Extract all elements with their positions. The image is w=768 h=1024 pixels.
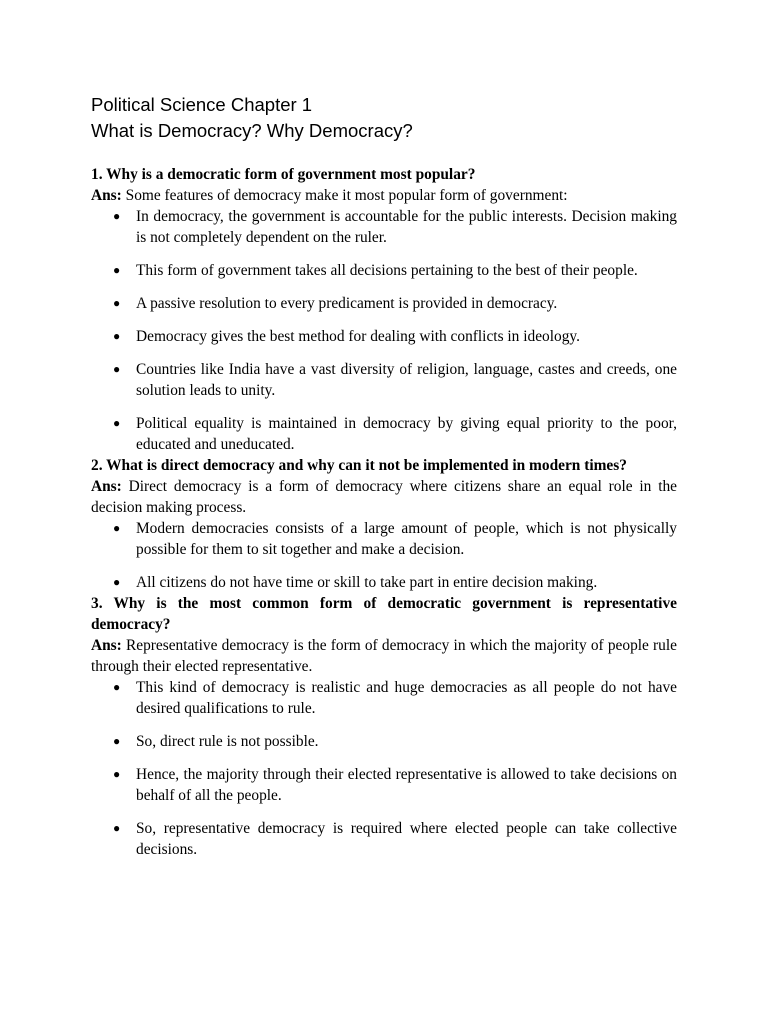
list-item-text: Countries like India have a vast diversity of religion, language, castes and creeds, one solution leads to unity.: [136, 361, 677, 399]
bullet-icon: ●: [113, 416, 121, 430]
list-item: [91, 413, 677, 455]
list-item-text: This form of government takes all decisions pertaining to the best of their people.: [136, 262, 638, 279]
list-item: [91, 731, 677, 752]
question-1: 1. Why is a democratic form of government most popular?: [91, 166, 476, 183]
list-item-text: A passive resolution to every predicament is provided in democracy.: [136, 295, 558, 312]
list-item-text: Modern democracies consists of a large amount of people, which is not physically possible for them to sit together and make a decision.: [136, 520, 677, 558]
list-item: [91, 677, 677, 719]
answer-text: Representative democracy is the form of democracy in which the majority of people rule through their elected representative.: [91, 637, 677, 675]
list-item-text: So, direct rule is not possible.: [136, 733, 319, 750]
bullet-icon: ●: [113, 521, 121, 535]
bullet-list-2: [91, 518, 677, 593]
list-item: [91, 326, 677, 347]
answer-label: Ans:: [91, 478, 122, 495]
bullet-icon: ●: [113, 329, 121, 343]
answer-text: Direct democracy is a form of democracy where citizens share an equal role in the decision making process.: [91, 478, 677, 516]
list-item: [91, 359, 677, 401]
list-item: [91, 764, 677, 806]
section-2: [91, 455, 677, 593]
chapter-title: Political Science Chapter 1: [91, 94, 313, 115]
list-item: [91, 572, 677, 593]
question-2: 2. What is direct democracy and why can it not be implemented in modern times?: [91, 457, 627, 474]
bullet-icon: ●: [113, 575, 121, 589]
bullet-list-1: [91, 206, 677, 455]
list-item: [91, 293, 677, 314]
list-item-text: In democracy, the government is accountable for the public interests. Decision making is not completely dependent on the ruler.: [136, 208, 677, 246]
section-1: [91, 164, 677, 455]
answer-1: [91, 185, 677, 206]
bullet-icon: ●: [113, 209, 121, 223]
bullet-icon: ●: [113, 734, 121, 748]
list-item: [91, 260, 677, 281]
question-3: 3. Why is the most common form of democratic government is representative democracy?: [91, 595, 677, 633]
bullet-icon: ●: [113, 680, 121, 694]
list-item-text: All citizens do not have time or skill to take part in entire decision making.: [136, 574, 598, 591]
list-item: [91, 518, 677, 560]
bullet-list-3: [91, 677, 677, 860]
answer-label: Ans:: [91, 637, 122, 654]
bullet-icon: ●: [113, 767, 121, 781]
answer-3: [91, 635, 677, 677]
bullet-icon: ●: [113, 821, 121, 835]
list-item-text: This kind of democracy is realistic and huge democracies as all people do not have desired qualifications to rule.: [136, 679, 677, 717]
bullet-icon: ●: [113, 296, 121, 310]
list-item-text: So, representative democracy is required where elected people can take collective decisions.: [136, 820, 677, 858]
document-page: [91, 92, 677, 860]
section-3: [91, 593, 677, 860]
list-item: [91, 818, 677, 860]
chapter-subtitle: What is Democracy? Why Democracy?: [91, 120, 413, 141]
answer-2: [91, 476, 677, 518]
answer-text: Some features of democracy make it most popular form of government:: [121, 187, 568, 204]
bullet-icon: ●: [113, 362, 121, 376]
answer-label: Ans:: [91, 187, 122, 204]
bullet-icon: ●: [113, 263, 121, 277]
list-item: [91, 206, 677, 248]
list-item-text: Hence, the majority through their elected representative is allowed to take decisions on behalf of all the people.: [136, 766, 677, 804]
list-item-text: Democracy gives the best method for dealing with conflicts in ideology.: [136, 328, 580, 345]
list-item-text: Political equality is maintained in democracy by giving equal priority to the poor, educated and uneducated.: [136, 415, 677, 453]
